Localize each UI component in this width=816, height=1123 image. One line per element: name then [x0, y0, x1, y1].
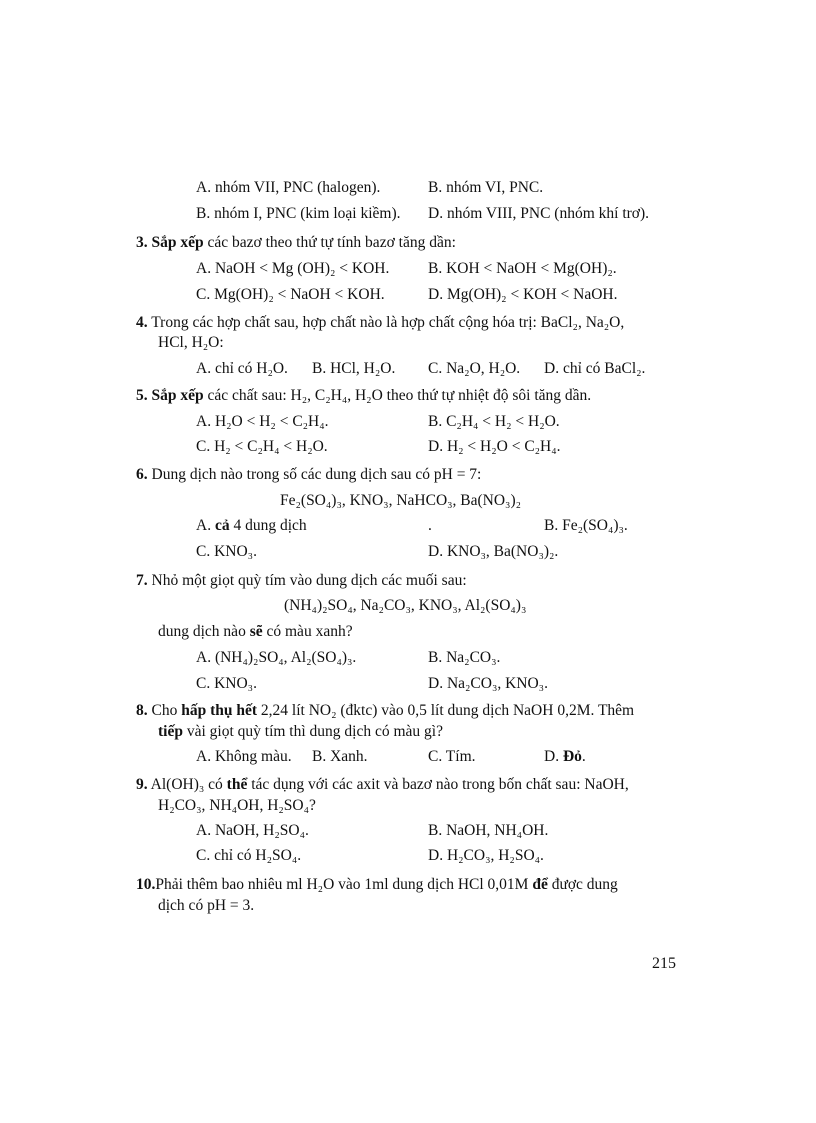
question-number: 3. — [136, 234, 148, 251]
q6-option-c: C. KNO₃. — [196, 543, 257, 560]
question-keyword: Sắp xếp — [151, 234, 204, 251]
q2-option-b: B. nhóm VI, PNC. — [428, 179, 544, 196]
q3-option-d: D. Mg(OH)₂ < KOH < NaOH. — [428, 286, 618, 303]
q7-formula: (NH₄)₂SO₄, Na₂CO₃, KNO₃, Al₂(SO₄)₃ — [284, 597, 527, 614]
q9-option-a: A. NaOH, H₂SO₄. — [196, 822, 309, 839]
question-number: 5. — [136, 387, 148, 404]
q4-option-c: C. Na₂O, H₂O. — [428, 360, 521, 377]
q8-text-line2: tiếp vài giọt quỳ tím thì dung dịch có màu gì? — [158, 723, 443, 740]
question-4 — [136, 313, 624, 333]
q6-option-b: B. Fe₂(SO₄)₃. — [544, 517, 628, 534]
question-text: Trong các hợp chất sau, hợp chất nào là hợp chất cộng hóa trị: BaCl₂, Na₂O, — [151, 314, 625, 331]
question-text: Nhỏ một giọt quỳ tím vào dung dịch các muối sau: — [151, 572, 467, 589]
question-8: 8. Cho hấp thụ hết 2,24 lít NO₂ (đktc) vào 0,5 lít dung dịch NaOH 0,2M. Thêm — [136, 702, 635, 719]
question-text: Dung dịch nào trong số các dung dịch sau có pH = 7: — [151, 466, 482, 483]
question-number: 7. — [136, 572, 148, 589]
q5-option-c: C. H₂ < C₂H₄ < H₂O. — [196, 438, 328, 455]
q5-option-b: B. C₂H₄ < H₂ < H₂O. — [428, 413, 560, 430]
q9-option-d: D. H₂CO₃, H₂SO₄. — [428, 847, 544, 864]
question-number: 9. — [136, 776, 148, 793]
q4-text-line2: HCl, H₂O: — [158, 334, 224, 351]
q2-option-c: B. nhóm I, PNC (kim loại kiềm). — [196, 205, 401, 222]
q6-formula: Fe₂(SO₄)₃, KNO₃, NaHCO₃, Ba(NO₃)₂ — [280, 492, 522, 509]
q7-option-b: B. Na₂CO₃. — [428, 649, 501, 666]
question-text: các chất sau: H₂, C₂H₄, H₂O theo thứ tự nhiệt độ sôi tăng dần. — [203, 387, 592, 404]
q6-stray-dot: . — [428, 517, 432, 534]
question-3 — [136, 233, 456, 253]
q8-option-d: D. Đỏ. — [544, 748, 586, 765]
q2-option-a: A. nhóm VII, PNC (halogen). — [196, 179, 381, 196]
q6-option-d: D. KNO₃, Ba(NO₃)₂. — [428, 543, 559, 560]
question-6 — [136, 465, 481, 485]
question-number: 10. — [136, 876, 156, 893]
q5-option-a: A. H₂O < H₂ < C₂H₄. — [196, 413, 329, 430]
q9-option-b: B. NaOH, NH₄OH. — [428, 822, 549, 839]
q8-option-c: C. Tím. — [428, 748, 476, 765]
q9-option-c: C. chỉ có H₂SO₄. — [196, 847, 302, 864]
q10-text-line2: dịch có pH = 3. — [158, 897, 255, 914]
q8-option-a: A. Không màu. — [196, 748, 292, 765]
q3-option-c: C. Mg(OH)₂ < NaOH < KOH. — [196, 286, 385, 303]
page-number: 215 — [652, 955, 676, 972]
q2-option-d: D. nhóm VIII, PNC (nhóm khí trơ). — [428, 205, 650, 222]
q7-option-a: A. (NH₄)₂SO₄, Al₂(SO₄)₃. — [196, 649, 357, 666]
question-number: 8. — [136, 702, 148, 719]
question-10: 10.Phải thêm bao nhiêu ml H₂O vào 1ml dung dịch HCl 0,01M để được dung — [136, 876, 618, 893]
q5-option-d: D. H₂ < H₂O < C₂H₄. — [428, 438, 561, 455]
question-9: 9. Al(OH)₃ có thể tác dụng với các axit và bazơ nào trong bốn chất sau: NaOH, — [136, 776, 629, 793]
q4-option-d: D. chỉ có BaCl₂. — [544, 360, 646, 377]
q4-option-a: A. chỉ có H₂O. — [196, 360, 288, 377]
q7-option-d: D. Na₂CO₃, KNO₃. — [428, 675, 548, 692]
question-number: 6. — [136, 466, 148, 483]
q9-text-line2: H₂CO₃, NH₄OH, H₂SO₄? — [158, 797, 316, 814]
q3-option-a: A. NaOH < Mg (OH)₂ < KOH. — [196, 260, 390, 277]
question-keyword: Sắp xếp — [151, 387, 204, 404]
q3-option-b: B. KOH < NaOH < Mg(OH)₂. — [428, 260, 617, 277]
question-text: các bazơ theo thứ tự tính bazơ tăng dần: — [203, 234, 456, 251]
question-number: 4. — [136, 314, 148, 331]
q4-option-b: B. HCl, H₂O. — [312, 360, 396, 377]
q7-question: dung dịch nào sẽ có màu xanh? — [158, 623, 353, 640]
q7-option-c: C. KNO₃. — [196, 675, 257, 692]
question-5 — [136, 386, 591, 406]
q8-option-b: B. Xanh. — [312, 748, 368, 765]
q6-option-a: A. cả 4 dung dịch — [196, 517, 307, 534]
question-7 — [136, 571, 467, 591]
